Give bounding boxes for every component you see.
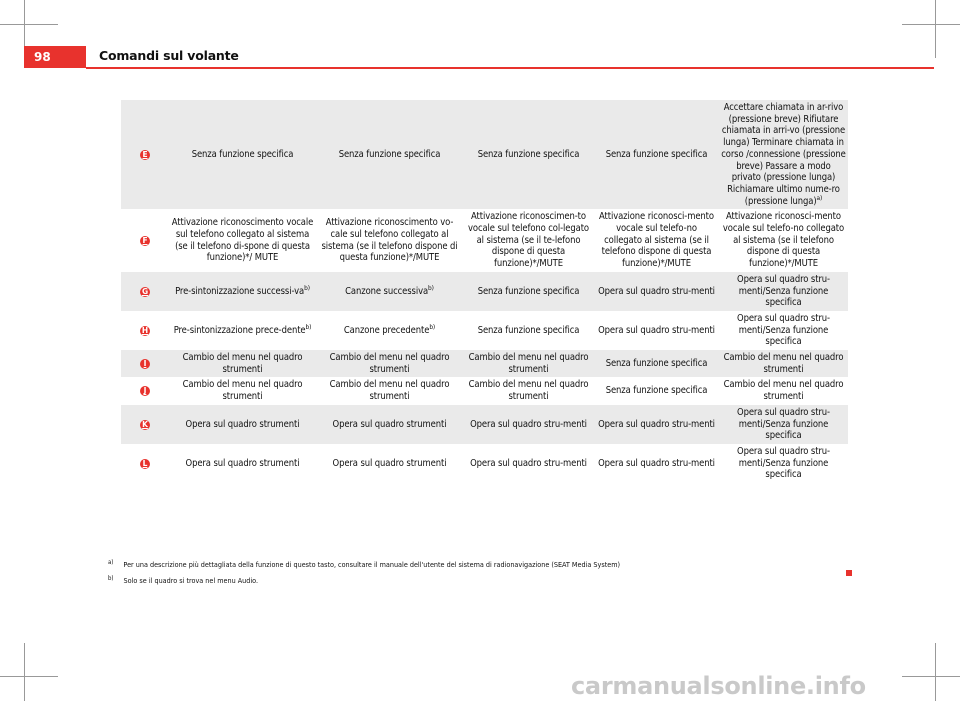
cell-text: Cambio del menu nel quadro strumenti [329,379,450,403]
table-cell [594,311,719,350]
footnote-ref: a) [816,193,823,202]
control-key-badge: G [141,286,149,296]
cell-text: Opera sul quadro stru-menti/Senza funzione specifica [737,273,830,309]
table-cell [463,405,594,444]
table-cell [169,311,316,350]
crop-mark [0,24,58,25]
cell-text: Opera sul quadro stru-menti [470,457,587,469]
control-key-badge: E [140,150,150,160]
table-cell [316,209,463,272]
row-key [121,209,169,272]
cell-text: Opera sul quadro strumenti [185,418,300,430]
footnote-b [108,576,620,585]
crop-mark [902,24,960,25]
cell-text: Senza funzione specifica [477,324,580,336]
table-cell [594,350,719,377]
row-key [121,272,169,311]
cell-text: Senza funzione specifica [605,385,708,397]
crop-mark [24,643,25,701]
cell-text: Opera sul quadro stru-menti/Senza funzione specifica [737,445,830,481]
crop-mark [935,0,936,58]
table-cell [594,377,719,404]
cell-text: Attivazione riconoscimento vo-cale sul telefono collegato al sistema (se il telefono dispone di questa funzione)*/MUTE [321,217,458,264]
row-key [121,405,169,444]
row-key [121,100,169,209]
section-title: Comandi sul volante [99,48,239,63]
table-cell [169,377,316,404]
table-cell [316,444,463,483]
table-cell [719,405,848,444]
table-row [121,311,848,350]
table-cell [463,209,594,272]
table-cell [316,405,463,444]
table-cell [719,350,848,377]
cell-text: Senza funzione specifica [477,285,580,297]
table-cell [169,350,316,377]
cell-text: Opera sul quadro stru-menti/Senza funzione specifica [737,312,830,348]
table-cell [463,100,594,209]
cell-text: Opera sul quadro stru-menti [598,324,715,336]
table-row [121,405,848,444]
table-cell [316,272,463,311]
control-key-badge: J [140,386,150,396]
cell-text: Cambio del menu nel quadro strumenti [723,379,844,403]
cell-text: Opera sul quadro strumenti [185,457,300,469]
table-cell [169,100,316,209]
cell-text: Cambio del menu nel quadro strumenti [723,352,844,375]
cell-text: Pre-sintonizzazione prece-dente [173,324,306,336]
table-row [121,272,848,311]
cell-text: Senza funzione specifica [605,148,708,160]
table-cell [169,209,316,272]
table-cell [316,100,463,209]
table-cell [594,209,719,272]
crop-mark [935,643,936,701]
control-key-badge: F [140,236,150,246]
table-cell [463,350,594,377]
header-rule [86,67,934,69]
cell-text: Cambio del menu nel quadro strumenti [329,352,450,375]
footnote-ref: b) [304,283,310,292]
cell-text: Opera sul quadro stru-menti [598,418,715,430]
table-cell [169,405,316,444]
table-cell [594,272,719,311]
row-key [121,311,169,350]
row-key [121,444,169,483]
cell-text: Senza funzione specifica [191,148,294,160]
row-key [121,377,169,404]
table-cell [463,311,594,350]
steering-controls-table [121,100,848,483]
table-cell [594,100,719,209]
cell-text: Attivazione riconoscimen-to vocale sul telefono col-legato al sistema (se il te-lefono dispone di questa funzione)*/MUTE [468,211,589,270]
table-cell [463,377,594,404]
footnotes [108,560,620,592]
footnote-ref: b) [428,283,434,292]
cell-text: Canzone successiva [345,285,429,297]
cell-text: Attivazione riconosci-mento vocale sul telefo-no collegato al sistema (se il telefono dispone di questa funzione)*/MUTE [599,211,714,270]
table-cell [316,350,463,377]
table-cell [594,444,719,483]
table-cell [316,377,463,404]
footnote-ref: b) [305,322,312,331]
footnote-text: Solo se il quadro si trova nel menu Audio. [123,576,259,585]
cell-text: Attivazione riconosci-mento vocale sul telefo-no collegato al sistema (se il telefono dispone di questa funzione)*/MUTE [722,211,845,270]
table-row [121,377,848,404]
cell-text: Senza funzione specifica [477,148,580,160]
table-cell [719,377,848,404]
table-row [121,209,848,272]
cell-text: Senza funzione specifica [338,148,441,160]
cell-text: Pre-sintonizzazione successi-va [175,285,305,297]
cell-text: Opera sul quadro strumenti [332,418,447,430]
cell-text: Cambio del menu nel quadro strumenti [468,352,589,375]
cell-text: Opera sul quadro stru-menti [598,285,715,297]
footnote-mark: a) [108,558,114,566]
table-cell [719,100,848,209]
control-key-badge: H [141,325,149,335]
table-cell [719,311,848,350]
cell-text: Cambio del menu nel quadro strumenti [468,379,589,403]
end-of-section-marker [846,570,852,576]
footnote-mark: b) [108,574,114,582]
table-cell [169,272,316,311]
table-cell [316,311,463,350]
cell-text: Accettare chiamata in ar-rivo (pressione breve) Rifiutare chiamata in arri-vo (pressione lunga) Terminare chiamata in corso /connessione (pressione breve) Passare a modo privato (pressione lunga) Richiamare ultimo nume-ro (pressione lunga) [721,102,846,207]
table-cell [169,444,316,483]
table-cell [463,444,594,483]
cell-text: Opera sul quadro stru-menti/Senza funzione specifica [737,406,830,442]
table-row [121,350,848,377]
watermark: carmanualsonline.info [571,672,866,700]
crop-mark [902,676,960,677]
table-cell [463,272,594,311]
cell-text: Cambio del menu nel quadro strumenti [182,352,303,375]
control-key-badge: I [140,359,150,369]
table-cell [594,405,719,444]
table-row [121,100,848,209]
control-key-badge: K [140,420,150,430]
cell-text: Attivazione riconoscimento vocale sul telefono collegato al sistema (se il telefono di-spone di questa funzione)*/ MUTE [171,217,314,264]
control-key-badge: L [140,459,150,469]
table-cell [719,444,848,483]
crop-mark [0,676,58,677]
cell-text: Canzone precedente [343,324,430,336]
page-number: 98 [24,46,86,68]
row-key [121,350,169,377]
cell-text: Cambio del menu nel quadro strumenti [182,379,303,403]
footnote-text: Per una descrizione più dettagliata della funzione di questo tasto, consultare il manuale dell'utente del sistema di radionavigazione (SEAT Media System) [123,560,621,569]
cell-text: Opera sul quadro strumenti [332,457,447,469]
table-row [121,444,848,483]
footnote-ref: b) [429,322,436,331]
cell-text: Senza funzione specifica [605,357,708,369]
cell-text: Opera sul quadro stru-menti [598,457,715,469]
table-cell [719,209,848,272]
footnote-a [108,560,620,569]
cell-text: Opera sul quadro stru-menti [470,418,587,430]
table-cell [719,272,848,311]
